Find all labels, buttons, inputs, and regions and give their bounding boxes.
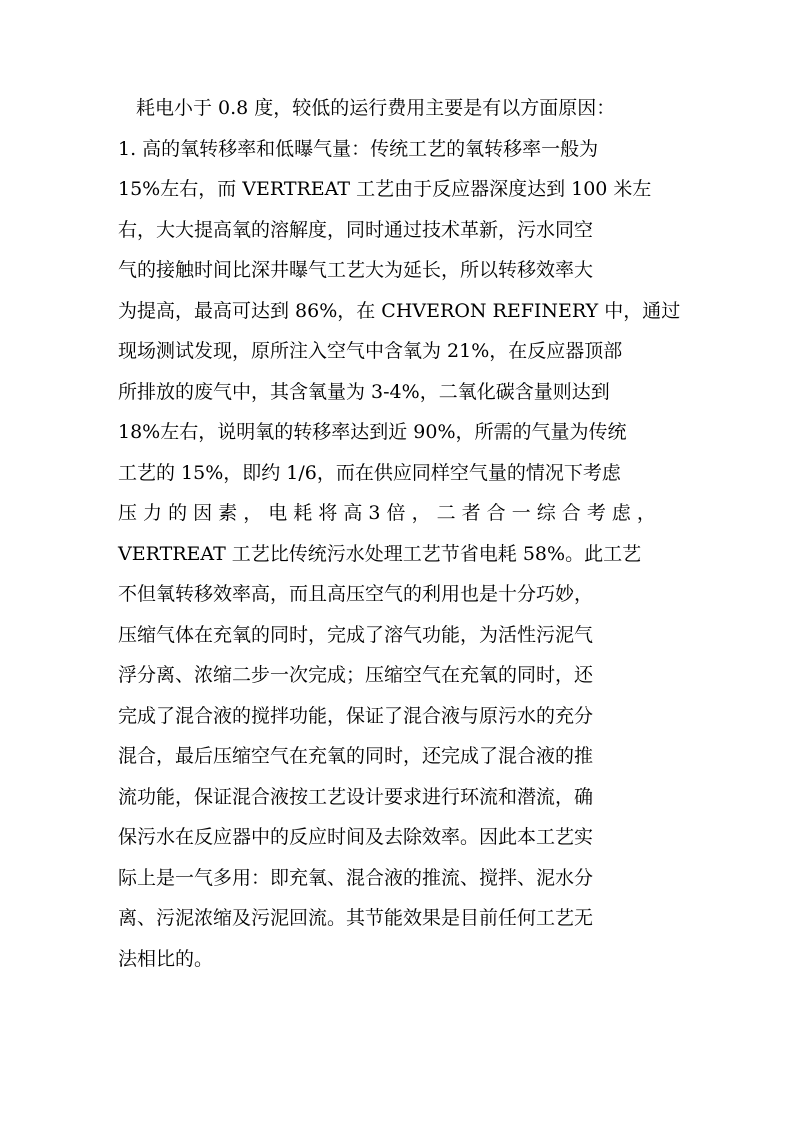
text-line: 耗电小于 0.8 度，较低的运行费用主要是有以方面原因： <box>136 97 616 119</box>
text-line: 工艺的 15%，即约 1/6，而在供应同样空气量的情况下考虑 <box>118 461 621 484</box>
text-line: 压 力 的 因 素 ， 电 耗 将 高 3 倍 ， 二 者 合 一 综 合 考 虑 ， <box>118 502 656 524</box>
text-line: 1. 高的氧转移率和低曝气量：传统工艺的氧转移率一般为 <box>118 137 599 160</box>
text-line: 为提高，最高可达到 86%，在 CHVERON REFINERY 中，通过 <box>118 299 681 322</box>
text-line: 际上是一气多用：即充氧、混合液的推流、搅拌、泥水分 <box>118 866 594 889</box>
text-line: 气的接触时间比深井曝气工艺大为延长，所以转移效率大 <box>118 259 594 281</box>
text-line: 压缩气体在充氧的同时，完成了溶气功能，为活性污泥气 <box>118 623 594 646</box>
text-line: 不但氧转移效率高，而且高压空气的利用也是十分巧妙， <box>118 583 594 605</box>
text-line: 18%左右，说明氧的转移率达到近 90%，所需的气量为传统 <box>118 421 627 443</box>
text-line: VERTREAT 工艺比传统污水处理工艺节省电耗 58%。此工艺 <box>118 542 642 565</box>
text-line: 混合，最后压缩空气在充氧的同时，还完成了混合液的推 <box>118 745 594 767</box>
text-line: 15%左右，而 VERTREAT 工艺由于反应器深度达到 100 米左 <box>118 178 652 200</box>
text-line: 完成了混合液的搅拌功能，保证了混合液与原污水的充分 <box>118 704 594 727</box>
text-line: 流功能，保证混合液按工艺设计要求进行环流和潜流，确 <box>118 785 594 808</box>
text-line: 右，大大提高氧的溶解度，同时通过技术革新，污水同空 <box>118 218 594 241</box>
text-line: 离、污泥浓缩及污泥回流。其节能效果是目前任何工艺无 <box>118 907 594 929</box>
text-line: 现场测试发现，原所注入空气中含氧为 21%，在反应器顶部 <box>118 340 623 362</box>
text-line: 浮分离、浓缩二步一次完成；压缩空气在充氧的同时，还 <box>118 664 594 686</box>
body-paragraph <box>118 88 681 979</box>
text-line: 法相比的。 <box>118 947 214 970</box>
text-line: 保污水在反应器中的反应时间及去除效率。因此本工艺实 <box>118 826 594 848</box>
text-line: 所排放的废气中，其含氧量为 3-4%，二氧化碳含量则达到 <box>118 380 610 403</box>
